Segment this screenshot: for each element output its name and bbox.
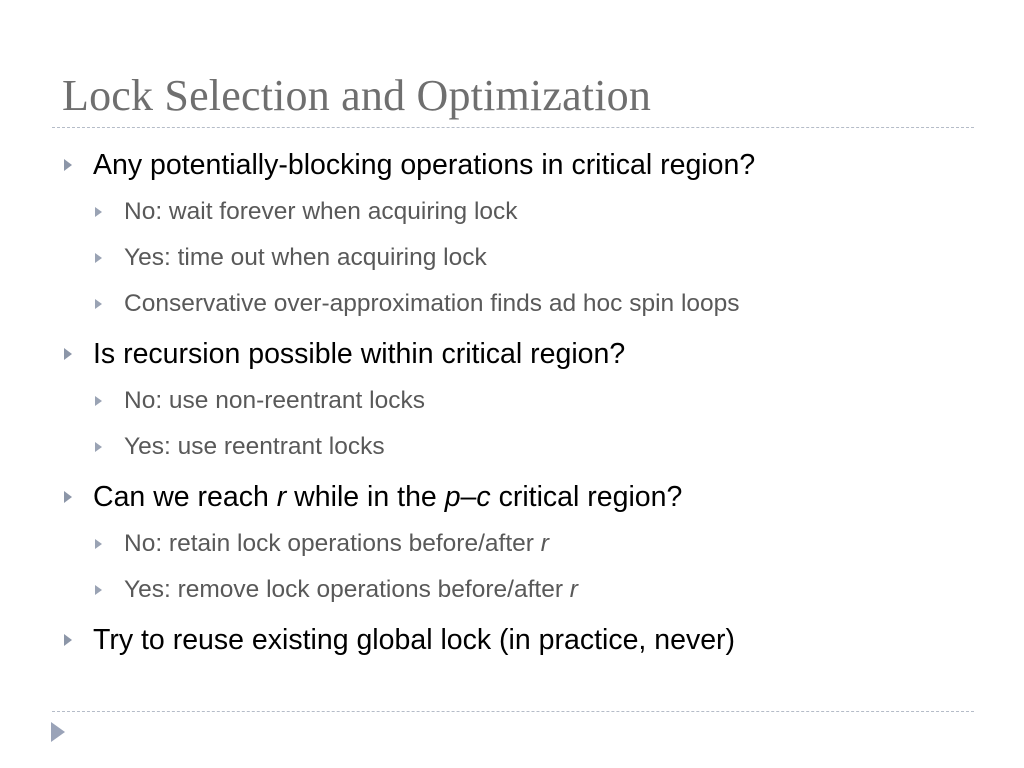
bullet-text-prefix: Can we reach [93,481,277,513]
variable-r: r [276,481,287,513]
variable-c: c [476,481,491,513]
bullet-text-mid: while in the [286,481,445,513]
slide-title: Lock Selection and Optimization [62,71,652,120]
bullet-level2 [62,235,992,281]
sub-bullet-triangle-icon [95,396,102,406]
nav-next-arrow-icon[interactable] [51,722,65,742]
variable-r: r [540,530,549,557]
bullet-level2 [62,189,992,235]
bullet-text-suffix: critical region? [490,481,683,513]
bullet-triangle-icon [64,348,72,360]
bullet-text: Try to reuse existing global lock (in practice, never) [93,624,736,656]
bullet-level2 [62,281,992,327]
bullet-triangle-icon [64,159,72,171]
bullet-text: Any potentially-blocking operations in critical region? [93,149,756,181]
sub-bullet-triangle-icon [95,253,102,263]
sub-bullet-text: No: retain lock operations before/after [124,530,541,557]
sub-bullet-text: Conservative over-approximation finds ad hoc spin loops [124,290,740,317]
en-dash: – [460,481,477,513]
variable-r: r [569,576,578,603]
sub-bullet-triangle-icon [95,539,102,549]
sub-bullet-triangle-icon [95,442,102,452]
sub-bullet-triangle-icon [95,207,102,217]
bullet-triangle-icon [64,634,72,646]
footer-divider [52,711,974,712]
bullet-list [62,142,992,663]
bullet-level2 [62,521,992,567]
bullet-level2 [62,424,992,470]
variable-p: p [444,481,461,513]
sub-bullet-text: No: use non-reentrant locks [124,387,425,414]
sub-bullet-text: Yes: remove lock operations before/after [124,576,570,603]
bullet-level1 [62,331,992,377]
sub-bullet-triangle-icon [95,299,102,309]
title-divider [52,127,974,128]
sub-bullet-triangle-icon [95,585,102,595]
sub-bullet-text: Yes: use reentrant locks [124,433,385,460]
bullet-level2 [62,567,992,613]
bullet-triangle-icon [64,491,72,503]
sub-bullet-text: No: wait forever when acquiring lock [124,198,518,225]
bullet-level2 [62,378,992,424]
bullet-text: Is recursion possible within critical region? [93,338,626,370]
bullet-level1 [62,142,992,188]
bullet-level1 [62,617,992,663]
bullet-level1 [62,474,992,520]
sub-bullet-text: Yes: time out when acquiring lock [124,244,487,271]
